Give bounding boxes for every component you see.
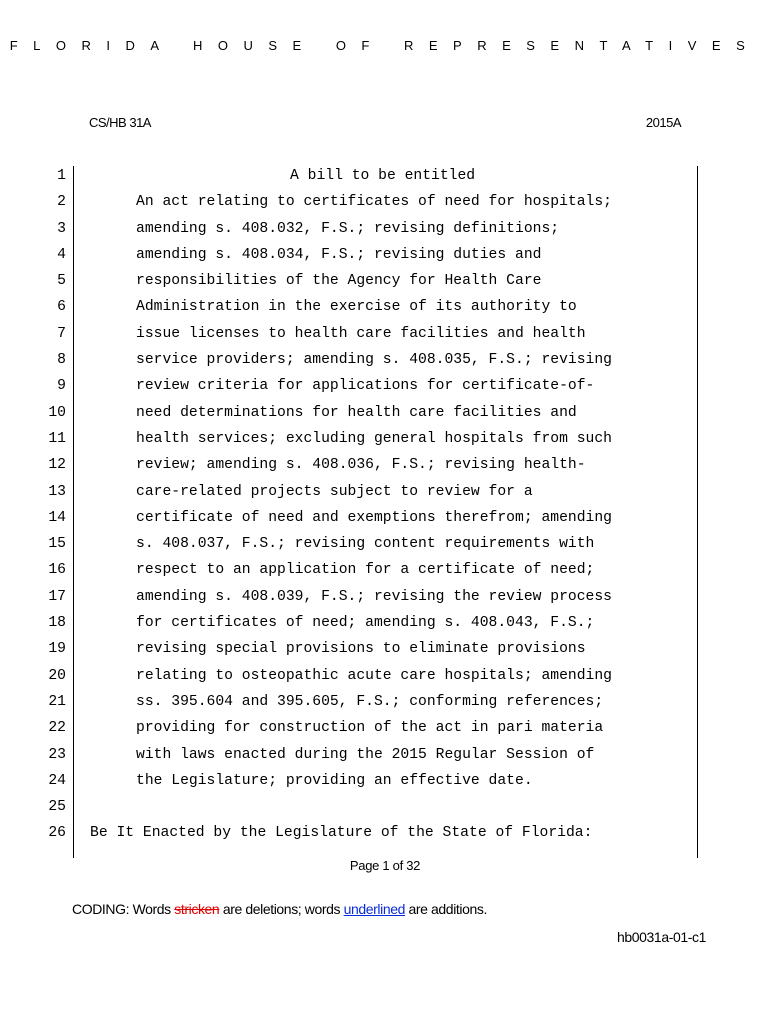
line-number: 20	[48, 667, 66, 684]
line-number: 7	[57, 325, 66, 342]
line-number: 15	[48, 536, 66, 553]
line-text: An act relating to certificates of need for hospitals;	[136, 194, 612, 211]
bill-line	[0, 531, 770, 557]
bill-line	[0, 373, 770, 399]
line-text: issue licenses to health care facilities and health	[136, 325, 586, 342]
bill-line	[0, 242, 770, 268]
line-number: 8	[57, 352, 66, 369]
bill-line	[0, 163, 770, 189]
line-text: ss. 395.604 and 395.605, F.S.; conforming references;	[136, 693, 604, 710]
line-text: responsibilities of the Agency for Health Care	[136, 273, 542, 290]
bill-line	[0, 636, 770, 662]
line-text: respect to an application for a certificate of need;	[136, 562, 595, 579]
line-number: 9	[57, 378, 66, 395]
line-number: 5	[57, 273, 66, 290]
line-text: A bill to be entitled	[290, 168, 476, 184]
line-number: 12	[48, 457, 66, 474]
line-number: 17	[48, 588, 66, 605]
line-text: service providers; amending s. 408.035, F.S.; revising	[136, 352, 612, 369]
line-number: 18	[48, 615, 66, 632]
line-text: amending s. 408.039, F.S.; revising the review process	[136, 588, 612, 605]
bill-line	[0, 400, 770, 426]
bill-line	[0, 216, 770, 242]
bill-id: CS/HB 31A	[89, 115, 151, 130]
line-number: 22	[48, 720, 66, 737]
bill-line	[0, 689, 770, 715]
line-text: s. 408.037, F.S.; revising content requirements with	[136, 536, 595, 553]
line-number: 25	[48, 799, 66, 816]
line-number: 13	[48, 483, 66, 500]
bill-line	[0, 610, 770, 636]
line-text: Administration in the exercise of its authority to	[136, 299, 577, 316]
line-number: 10	[48, 404, 66, 421]
line-text: review criteria for applications for certificate-of-	[136, 378, 595, 395]
line-number: 4	[57, 246, 66, 263]
bill-line	[0, 584, 770, 610]
line-text: Be It Enacted by the Legislature of the State of Florida:	[90, 825, 593, 842]
bill-line	[0, 321, 770, 347]
line-number: 3	[57, 220, 66, 237]
line-text: certificate of need and exemptions therefrom; amending	[136, 509, 612, 526]
line-number: 11	[48, 430, 66, 447]
line-number: 26	[48, 825, 66, 842]
bill-line	[0, 268, 770, 294]
line-text: health services; excluding general hospitals from such	[136, 430, 612, 447]
line-text: revising special provisions to eliminate provisions	[136, 641, 586, 658]
line-text: the Legislature; providing an effective date.	[136, 772, 533, 789]
session-year: 2015A	[645, 115, 681, 130]
line-text: for certificates of need; amending s. 408.043, F.S.;	[136, 615, 595, 632]
bill-line	[0, 426, 770, 452]
line-number: 21	[48, 693, 66, 710]
bill-line	[0, 768, 770, 794]
line-text: need determinations for health care facilities and	[136, 404, 577, 421]
line-text: care-related projects subject to review for a	[136, 483, 533, 500]
line-text: with laws enacted during the 2015 Regular Session of	[136, 746, 595, 763]
bill-line	[0, 742, 770, 768]
bill-line	[0, 663, 770, 689]
stricken-example: stricken	[174, 901, 220, 917]
line-number: 14	[48, 509, 66, 526]
coding-prefix: CODING: Words	[72, 901, 171, 917]
coding-legend	[72, 901, 487, 917]
bill-line	[0, 794, 770, 820]
bill-line	[0, 347, 770, 373]
line-number: 1	[57, 168, 66, 184]
bill-line	[0, 505, 770, 531]
line-text: amending s. 408.034, F.S.; revising duties and	[136, 246, 542, 263]
line-text: amending s. 408.032, F.S.; revising definitions;	[136, 220, 560, 237]
bill-line	[0, 557, 770, 583]
bill-line	[0, 715, 770, 741]
bill-line	[0, 294, 770, 320]
document-code: hb0031a-01-c1	[617, 929, 706, 945]
line-number: 6	[57, 299, 66, 316]
bill-text	[0, 163, 770, 847]
line-text: providing for construction of the act in pari materia	[136, 720, 604, 737]
line-number: 16	[48, 562, 66, 579]
line-number: 23	[48, 746, 66, 763]
coding-middle: are deletions; words	[222, 901, 341, 917]
coding-suffix: are additions.	[408, 901, 487, 917]
line-number: 24	[48, 772, 66, 789]
page-number: Page 1 of 32	[349, 858, 421, 873]
line-text: review; amending s. 408.036, F.S.; revising health-	[136, 457, 586, 474]
line-number: 2	[57, 194, 66, 211]
bill-line	[0, 452, 770, 478]
bill-line	[0, 820, 770, 846]
line-text: relating to osteopathic acute care hospitals; amending	[136, 667, 612, 684]
bill-line	[0, 189, 770, 215]
underlined-example: underlined	[343, 901, 406, 917]
chamber-header: FLORIDA HOUSE OF REPRESENTATIVES	[9, 38, 761, 53]
bill-line	[0, 479, 770, 505]
line-number: 19	[48, 641, 66, 658]
